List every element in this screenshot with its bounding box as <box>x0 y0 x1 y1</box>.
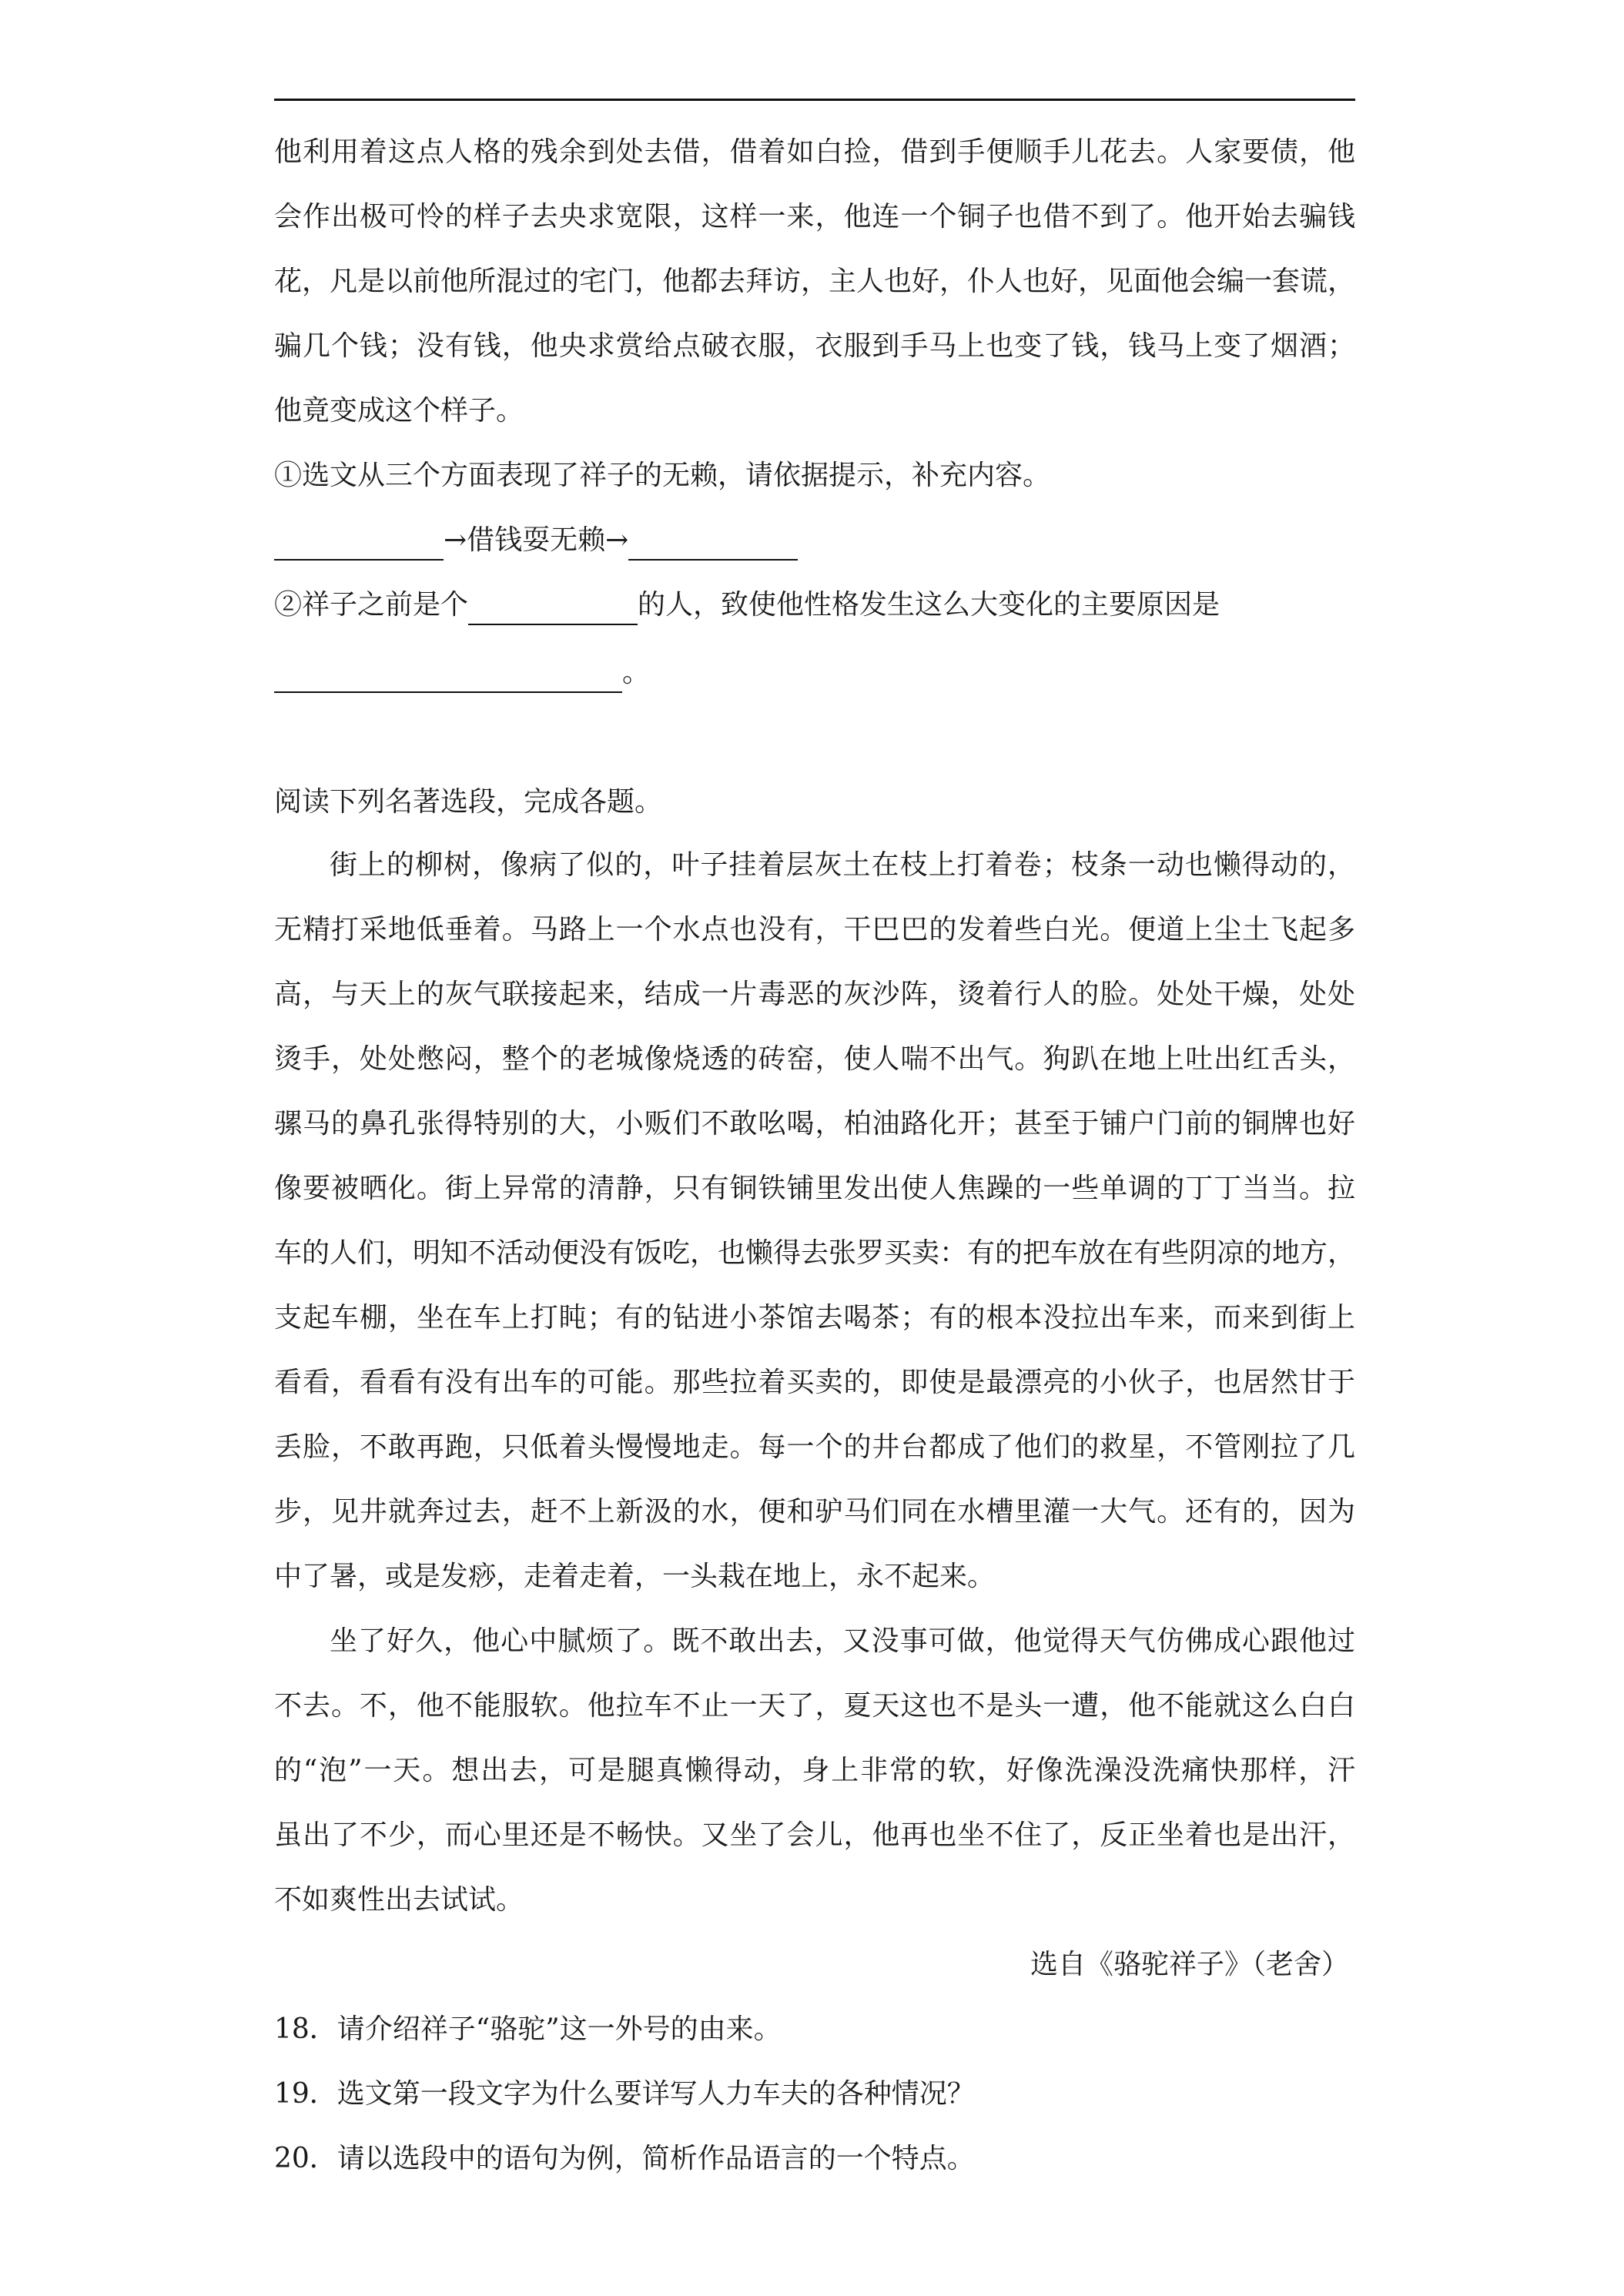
passage-line: 花，凡是以前他所混过的宅门，他都去拜访，主人也好，仆人也好，见面他会编一套谎， <box>274 266 1355 297</box>
paragraph-1-line: 丢脸，不敢再跑，只低着头慢慢地走。每一个的井台都成了他们的救星，不管刚拉了几 <box>274 1431 1355 1463</box>
source-citation: 选自《骆驼祥子》（老舍） <box>1030 1949 1349 1980</box>
question-18: 18．请介绍祥子“骆驼”这一外号的由来。 <box>274 2013 782 2045</box>
question-2-suffix: 的人，致使他性格发生这么大变化的主要原因是 <box>638 589 1221 621</box>
paragraph-2-line: 不去。不，他不能服软。他拉车不止一天了，夏天这也不是头一遭，他不能就这么白白 <box>274 1690 1355 1722</box>
paragraph-1-line: 街上的柳树，像病了似的，叶子挂着层灰土在枝上打着卷；枝条一动也懒得动的， <box>330 849 1355 881</box>
question-2-prefix: ②祥子之前是个 <box>274 589 469 621</box>
answer-blank[interactable] <box>468 597 638 625</box>
question-19: 19．选文第一段文字为什么要详写人力车夫的各种情况？ <box>274 2078 975 2110</box>
paragraph-1-line: 高，与天上的灰气联接起来，结成一片毒恶的灰沙阵，烫着行人的脸。处处干燥，处处 <box>274 979 1355 1010</box>
passage-line: 骗几个钱；没有钱，他央求赏给点破衣服，衣服到手马上也变了钱，钱马上变了烟酒； <box>274 330 1355 362</box>
paragraph-1-line: 烫手，处处憋闷，整个的老城像烧透的砖窑，使人喘不出气。狗趴在地上吐出红舌头， <box>274 1043 1355 1075</box>
question-2-prompt <box>274 585 1355 625</box>
question-1-prompt: ①选文从三个方面表现了祥子的无赖，请依据提示，补充内容。 <box>274 460 1051 491</box>
answer-blank[interactable] <box>274 533 444 561</box>
passage-line: 他竟变成这个样子。 <box>274 395 524 427</box>
paragraph-1-line: 中了暑，或是发痧，走着走着，一头栽在地上，永不起来。 <box>274 1561 996 1592</box>
paragraph-2-line: 不如爽性出去试试。 <box>274 1884 524 1916</box>
question-20: 20．请以选段中的语句为例，简析作品语言的一个特点。 <box>274 2143 975 2174</box>
paragraph-1-line: 看看，看看有没有出车的可能。那些拉着买卖的，即使是最漂亮的小伙子，也居然甘于 <box>274 1367 1355 1398</box>
paragraph-2-line: 虽出了不少，而心里还是不畅快。又坐了会儿，他再也坐不住了，反正坐着也是出汗， <box>274 1819 1355 1851</box>
question-1-fill-row <box>274 520 1355 561</box>
question-1-mid-text: →借钱耍无赖→ <box>444 524 629 556</box>
answer-blank[interactable] <box>274 665 622 693</box>
question-2-end: 。 <box>622 657 651 688</box>
paragraph-1-line: 支起车棚，坐在车上打盹；有的钻进小茶馆去喝茶；有的根本没拉出车来，而来到街上 <box>274 1302 1355 1334</box>
paragraph-2-line: 的“泡”一天。想出去，可是腿真懒得动，身上非常的软，好像洗澡没洗痛快那样，汗 <box>274 1755 1355 1786</box>
paragraph-1-line: 车的人们，明知不活动便没有饭吃，也懒得去张罗买卖：有的把车放在有些阴凉的地方， <box>274 1237 1355 1269</box>
paragraph-1-line: 骡马的鼻孔张得特别的大，小贩们不敢吆喝，柏油路化开；甚至于铺户门前的铜牌也好 <box>274 1108 1355 1140</box>
question-2-fill-row <box>274 653 1355 693</box>
passage-line: 他利用着这点人格的残余到处去借，借着如白捡，借到手便顺手儿花去。人家要债，他 <box>274 136 1355 168</box>
paragraph-2-line: 坐了好久，他心中腻烦了。既不敢出去，又没事可做，他觉得天气仿佛成心跟他过 <box>330 1625 1355 1657</box>
paragraph-1-line: 步，见井就奔过去，赶不上新汲的水，便和驴马们同在水槽里灌一大气。还有的，因为 <box>274 1496 1355 1528</box>
passage-line: 会作出极可怜的样子去央求宽限，这样一来，他连一个铜子也借不到了。他开始去骗钱 <box>274 201 1355 233</box>
section-intro: 阅读下列名著选段，完成各题。 <box>274 786 663 818</box>
header-rule <box>274 99 1355 101</box>
answer-blank[interactable] <box>628 533 798 561</box>
paragraph-1-line: 像要被晒化。街上异常的清静，只有铜铁铺里发出使人焦躁的一些单调的丁丁当当。拉 <box>274 1173 1355 1204</box>
paragraph-1-line: 无精打采地低垂着。马路上一个水点也没有，干巴巴的发着些白光。便道上尘土飞起多 <box>274 914 1355 946</box>
